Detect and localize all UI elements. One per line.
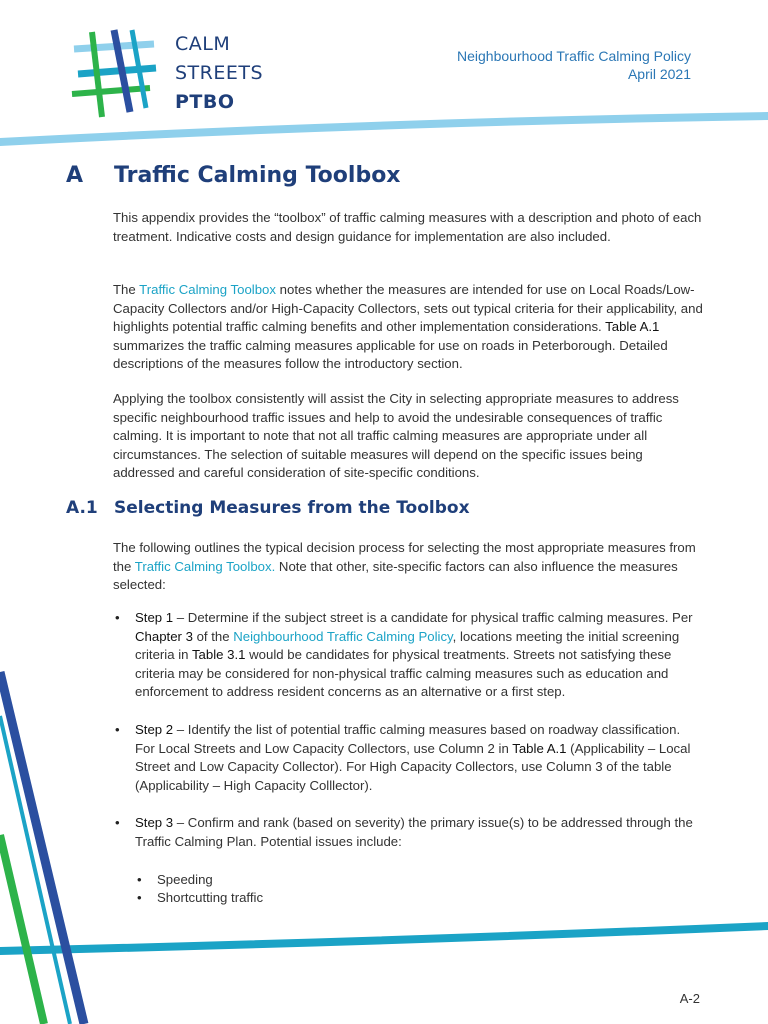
step-label: Step 2 [135, 721, 174, 737]
logo-line-calm: CALM [175, 33, 231, 55]
list-item [113, 814, 703, 907]
text-run: – Confirm and rank (based on severity) the primary issue(s) to be addressed through the Traffic Calming Plan. Potential issues include: [135, 815, 693, 849]
policy-link[interactable]: Neighbourhood Traffic Calming Policy [233, 628, 453, 644]
subsection-heading [66, 498, 470, 518]
issues-list [135, 871, 703, 908]
chapter-3-reference: Chapter 3 [135, 628, 193, 644]
table-a1-reference: Table A.1 [605, 319, 660, 335]
table-3-1-reference: Table 3.1 [191, 647, 246, 663]
step-label: Step 3 [135, 815, 174, 831]
text-run: summarizes the traffic calming measures applicable for use on roads in Peterborough. Detailed descriptions of the measures follow the introductory section. [113, 337, 668, 372]
list-item [113, 609, 703, 702]
text-run: The following outlines the typical decision process for selecting the most appropriate measures from the [113, 540, 696, 574]
list-item [113, 721, 703, 795]
text-run: of the [192, 628, 234, 644]
subsection-title: Selecting Measures from the Toolbox [114, 498, 470, 518]
issue-item: • Speeding [135, 871, 703, 890]
document-date: April 2021 [627, 66, 691, 82]
text-run: The [113, 282, 140, 297]
logo-line-streets: STREETS [175, 62, 264, 84]
toolbox-link[interactable]: Traffic Calming Toolbox. [134, 558, 276, 574]
toolbox-link[interactable]: Traffic Calming Toolbox [139, 282, 276, 297]
text-run: , locations meeting the initial screening criteria in [135, 628, 680, 663]
section-title: Traffic Calming Toolbox [114, 163, 401, 188]
text-run: would be candidates for physical treatments. Streets not satisfying these criteria may be considered for non-physical traffic calming measures such as education and enforcement to address resident concerns as an alternative or a first step. [135, 647, 672, 700]
step-label: Step 1 [135, 610, 174, 625]
subsection-intro [113, 539, 703, 595]
text-run: (Applicability – Local Street and Low Capacity Collector). For High Capacity Collectors, use Column 3 of the table (Applicability – High Capacity Colllector). [135, 740, 691, 793]
issue-item: • Shortcutting traffic [135, 889, 703, 908]
text-run: notes whether the measures are intended for use on Local Roads/Low-Capacity Collectors and/or High-Capacity Collectors, sets out typical criteria for their applicability, and highlights potential traffic calming benefits and other implementation considerations. [113, 282, 703, 335]
section-heading [66, 163, 401, 188]
table-a1-reference: Table A.1 [512, 740, 567, 756]
document-title: Neighbourhood Traffic Calming Policy [457, 48, 691, 64]
intro-paragraph-1: This appendix provides the “toolbox” of traffic calming measures with a description and photo of each treatment. Indicative costs and design guidance for implementation are also included. [113, 210, 702, 244]
left-diagonal-green [0, 835, 44, 1024]
footer-stripe [0, 922, 768, 955]
text-run: – Identify the list of potential traffic calming measures based on roadway classification. For Local Streets and Low Capacity Collectors, use Column 2 in [135, 721, 681, 756]
intro-paragraph-2 [113, 281, 703, 374]
page-number: A-2 [679, 991, 700, 1006]
document-header [457, 47, 691, 83]
intro-paragraph-3: Applying the toolbox consistently will assist the City in selecting appropriate measures to address specific neighbourhood traffic issues and help to avoid the undesirable consequences of traffic calming. It is important to note that not all traffic calming measures are appropriate under all circumstances. The selection of suitable measures will depend on the specific issues being addressed and careful consideration of site-specific conditions. [113, 391, 679, 481]
left-diagonal-navy [0, 672, 84, 1024]
logo-wordmark [175, 30, 263, 117]
text-run: – Determine if the subject street is a candidate for physical traffic calming measures. Per [173, 610, 693, 625]
section-number: A [66, 163, 84, 188]
subsection-number: A.1 [66, 498, 98, 518]
logo-line-ptbo: PTBO [175, 91, 235, 113]
text-run: Note that other, site-specific factors can also influence the measures selected: [113, 558, 678, 593]
steps-list [113, 609, 703, 927]
